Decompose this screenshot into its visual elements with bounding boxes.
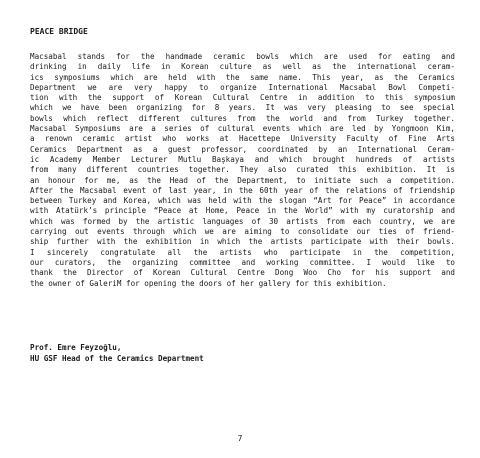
body-line: which was formed by the artistic languages of 30 artists from each country, we are (30, 216, 455, 226)
body-paragraph (30, 52, 455, 289)
body-line: between Turkey and Korea, which was held with the slogan “Art for Peace” in accordance (30, 196, 455, 206)
body-line: tion with the support of Korean Cultural Centre in addition to this symposium (30, 93, 455, 103)
signature-name: Prof. Emre Feyzoğlu, (30, 343, 122, 352)
body-line: I sincerely congratulate all the artists who participate in the competition, (30, 247, 455, 257)
body-line: After the Macsabal event of last year, in the 60th year of the relations of friendship (30, 185, 455, 195)
body-line: the owner of GaleriM for opening the doors of her gallery for this exhibition. (30, 278, 387, 288)
body-line: Macsabal stands for the handmade ceramic bowls which are used for eating and (30, 52, 455, 61)
body-line: Department we are very happy to organize International Macsabal Bowl Competi- (30, 82, 455, 92)
signature-role: HU GSF Head of the Ceramics Department (30, 353, 204, 363)
body-line: ic Academy Member Lecturer Mutlu Başkaya and which brought hundreds of artists (30, 154, 455, 164)
body-line: ship further with the exhibition in which the artists participate with their bowls. (30, 237, 455, 247)
signature-block (30, 343, 204, 364)
body-line: ics symposiums which are held with the same name. This year, as the Ceramics (30, 72, 455, 82)
body-line: which we have been organizing for 8 years. It was very pleasing to see special (30, 103, 455, 113)
body-line: an honour for me, as the Head of the Department, to initiate such a competition. (30, 175, 455, 185)
body-line: drinking in daily life in Korean culture as well as the international ceram- (30, 62, 455, 72)
body-line: Ceramics Department as a guest professor, coordinated by an International Ceram- (30, 144, 455, 154)
body-line: our curators, the organizing committee and working committee. I would like to (30, 257, 455, 267)
body-line: a renown ceramic artist who works at Hacettepe University Faculty of Fine Arts (30, 134, 455, 144)
body-line: Macsabal Symposiums are a series of cultural events which are led by Yongmoon Kim, (30, 124, 455, 134)
body-line: with Atatürk’s principle “Peace at Home, Peace in the World” with my curatorship and (30, 206, 455, 216)
body-line: from many different countries together. They also curated this exhibition. It is (30, 165, 455, 175)
document-title: PEACE BRIDGE (30, 27, 88, 36)
body-line: bowls which reflect different cultures from the world and from Turkey together. (30, 113, 455, 123)
body-line: thank the Director of Korean Cultural Centre Dong Woo Cho for his support and (30, 268, 455, 278)
page-number: 7 (237, 434, 243, 443)
body-line: carrying out events through which we are aiming to consolidate our ties of friend- (30, 227, 455, 237)
